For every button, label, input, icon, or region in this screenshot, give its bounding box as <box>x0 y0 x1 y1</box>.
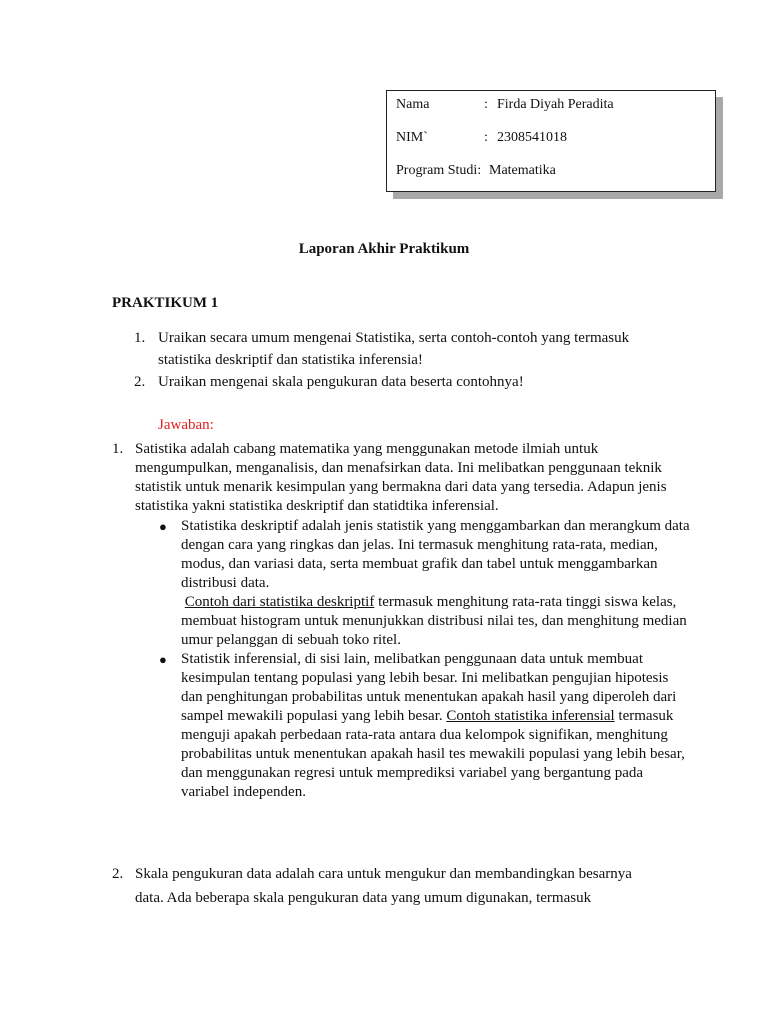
nim-label: NIM` <box>396 130 428 145</box>
answer-item <box>112 862 692 910</box>
bullet-dot: ● <box>159 519 167 534</box>
bullet-item <box>159 650 692 802</box>
answer-label: Jawaban: <box>158 417 214 433</box>
prodi-label: Program Studi: <box>396 163 482 178</box>
name-value: Firda Diyah Peradita <box>497 97 614 112</box>
bullet-item <box>159 517 692 650</box>
section-title: PRAKTIKUM 1 <box>112 295 219 311</box>
question-item <box>134 327 654 371</box>
prodi-value: Matematika <box>489 163 556 178</box>
question-text: Uraikan mengenai skala pengukuran data beserta contohnya! <box>158 374 524 390</box>
bullet-text: Statistik inferensial, di sisi lain, melibatkan penggunaan data untuk membuat kesimpulan tentang populasi yang lebih besar. Ini melibatkan pengujian hipotesis dan penghitungan probabilitas untuk menentukan apakah hasil yang diperoleh dari sampel mewakili populasi yang lebih besar. <box>181 651 677 724</box>
answer-number: 2. <box>112 866 124 882</box>
answer-text: Satistika adalah cabang matematika yang menggunakan metode ilmiah untuk mengumpulkan, menganalisis, dan menafsirkan data. Ini melibatkan penggunaan teknik statistik untuk menarik kesimpulan yang bermakna dari data yang tersedia. Adapun jenis statistika yakni statistika deskriptif dan statidtika inferensial. <box>135 441 667 514</box>
name-label: Nama <box>396 97 430 112</box>
question-number: 2. <box>134 374 146 390</box>
answer-text: Skala pengukuran data adalah cara untuk mengukur dan membandingkan besarnya data. Ada beberapa skala pengukuran data yang umum digunakan, termasuk <box>135 866 632 906</box>
bullet-text: Statistika deskriptif adalah jenis statistik yang menggambarkan dan merangkum data dengan cara yang ringkas dan jelas. Ini termasuk menghitung rata-rata, median, modus, dan variasi data, serta membuat grafik dan tabel untuk menggambarkan distribusi data. <box>181 518 690 591</box>
document-title: Laporan Akhir Praktikum <box>298 241 470 257</box>
bullet-text: termasuk menguji apakah perbedaan rata-rata antara dua kelompok signifikan, menghitung probabilitas untuk menentukan apakah hasil tes mewakili populasi yang lebih besar, dan menggunakan regresi untuk memprediksi variabel yang bergantung pada variabel independen. <box>181 708 685 800</box>
question-list <box>134 327 654 393</box>
nim-value: 2308541018 <box>497 130 567 145</box>
answer-number: 1. <box>112 441 124 457</box>
bullet-dot: ● <box>159 652 167 667</box>
colon: : <box>484 130 488 145</box>
bullet-list <box>135 517 692 802</box>
student-identity-box <box>386 90 716 192</box>
question-number: 1. <box>134 330 146 346</box>
bullet-text: termasuk menghitung rata-rata tinggi siswa kelas, membuat histogram untuk menunjukkan distribusi nilai tes, dan menghitung median umur pelanggan di sebuah toko ritel. <box>181 594 687 648</box>
colon: : <box>484 97 488 112</box>
question-text: Uraikan secara umum mengenai Statistika, serta contoh-contoh yang termasuk statistika deskriptif dan statistika inferensia! <box>158 330 630 368</box>
example-link-text: Contoh statistika inferensial <box>446 708 615 724</box>
answer-item <box>112 440 692 802</box>
question-item <box>134 371 654 393</box>
example-link-text: Contoh dari statistika deskriptif <box>184 594 375 610</box>
